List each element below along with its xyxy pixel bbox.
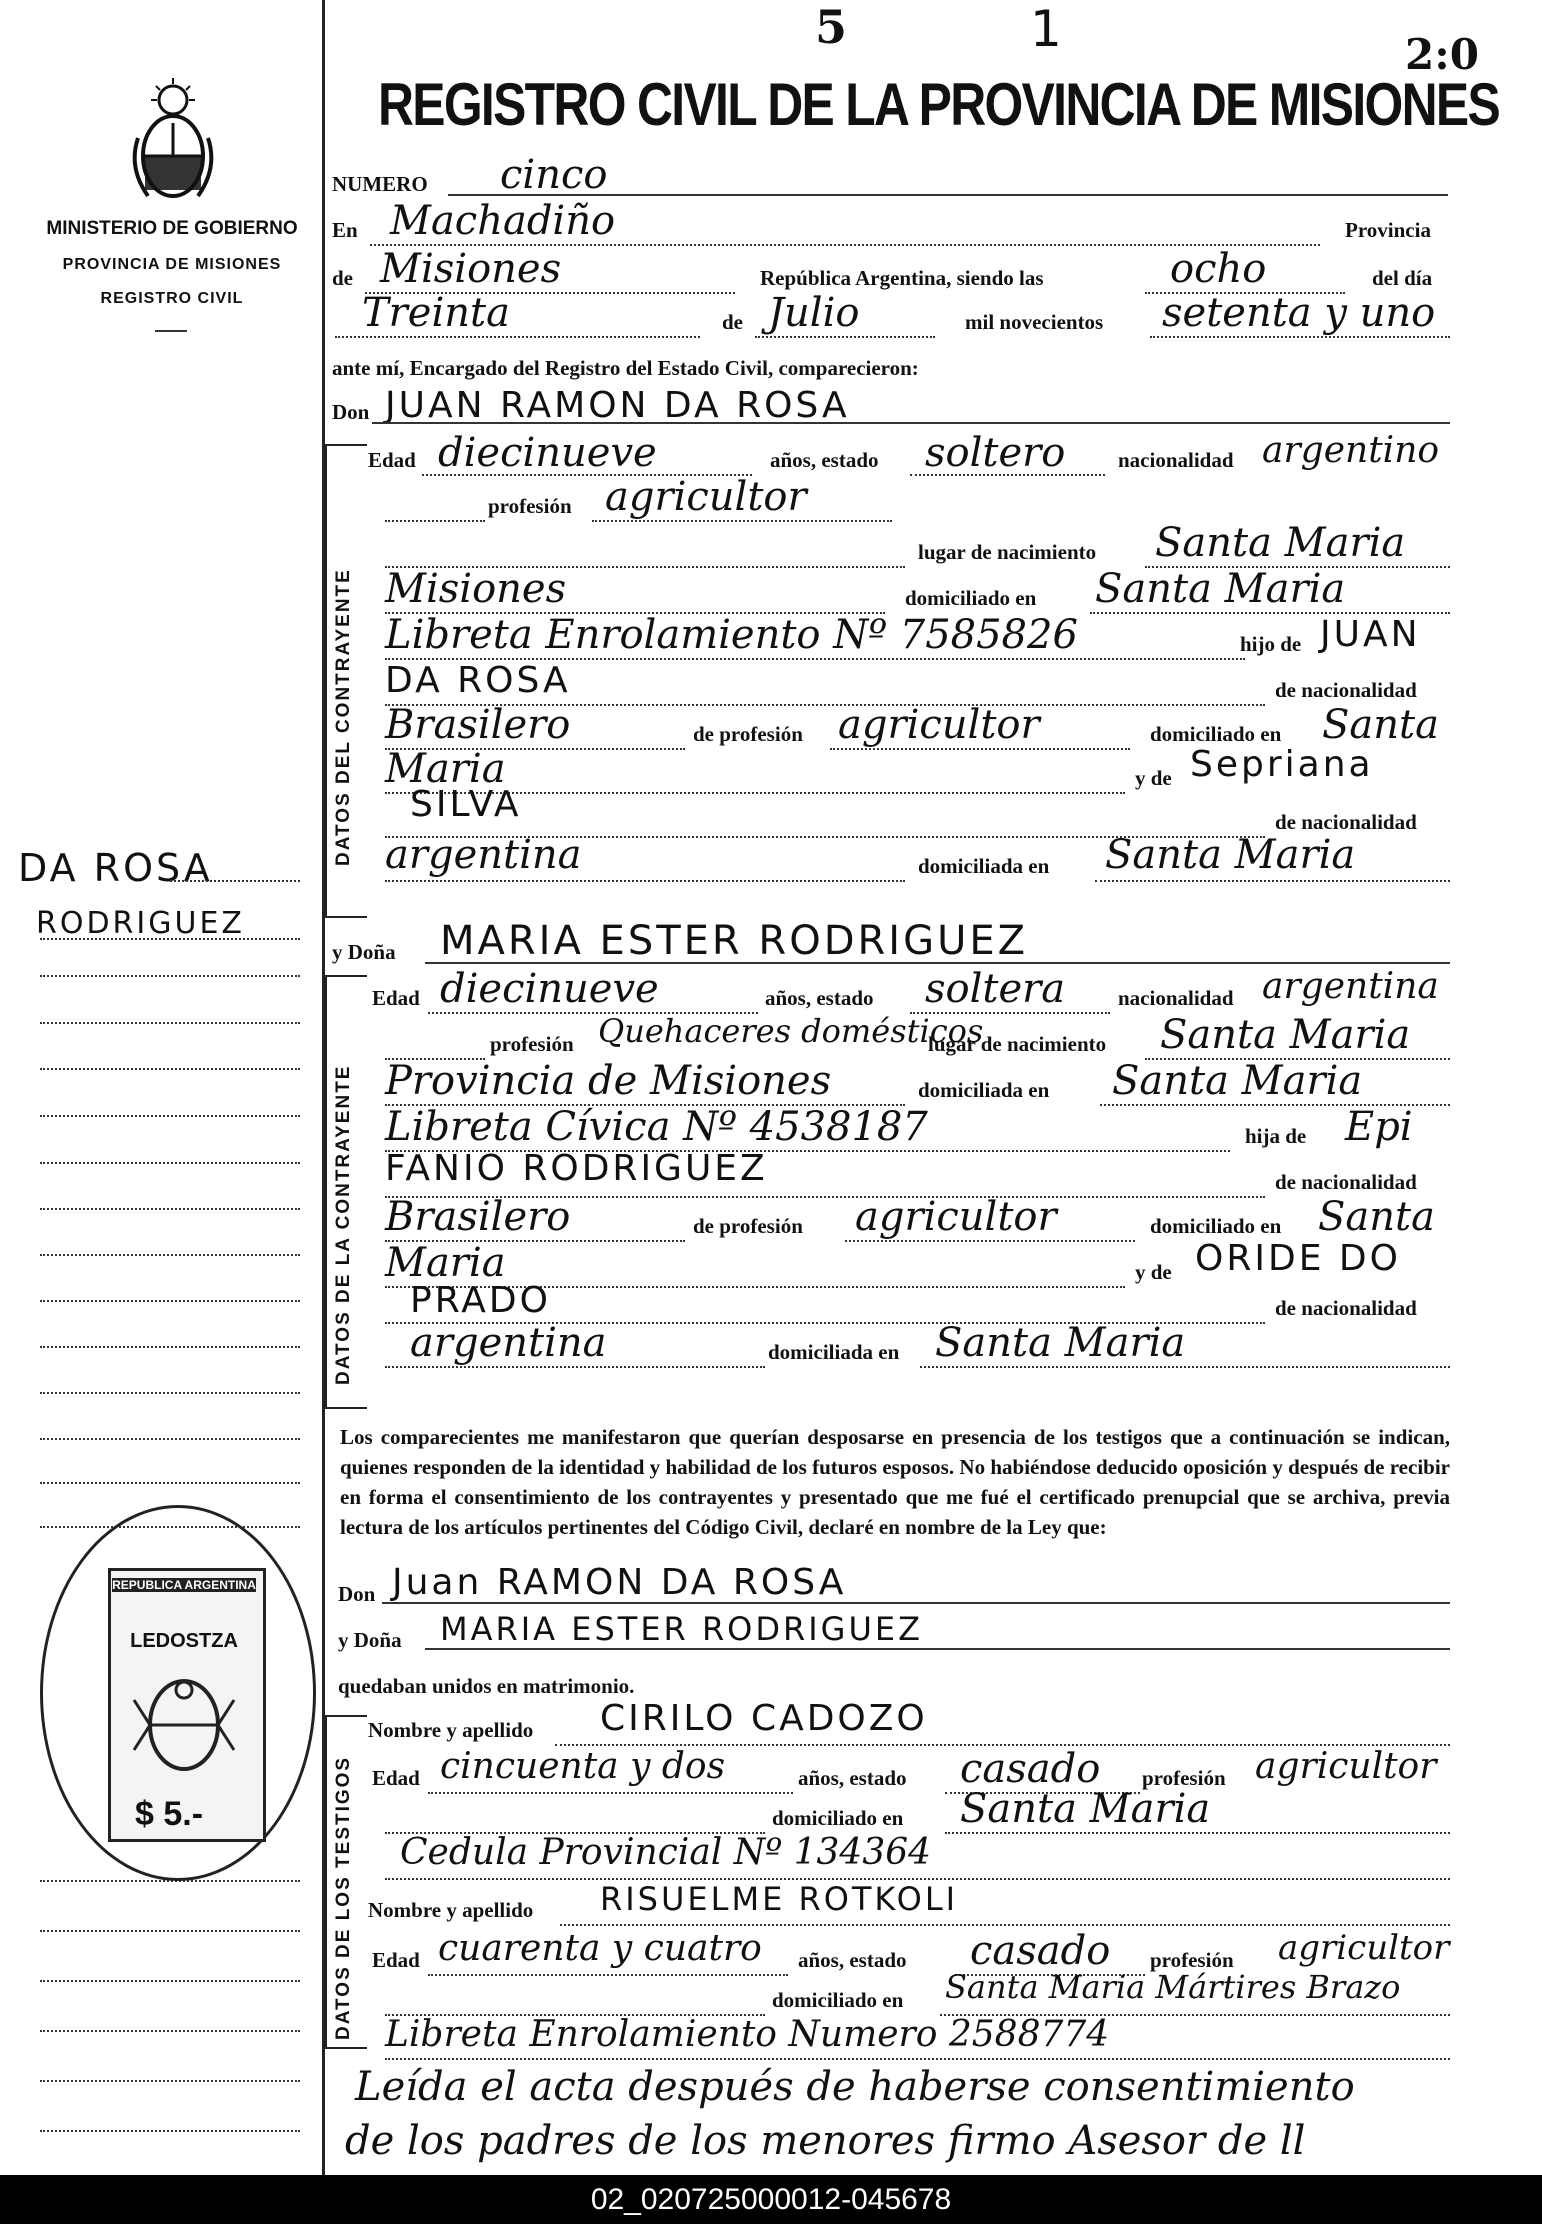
groom-madre-dom-label: domiciliada en xyxy=(918,854,1050,878)
coat-of-arms-icon xyxy=(118,78,228,208)
ante-text: ante mí, Encargado del Registro del Estado Civil, comparecieron: xyxy=(332,356,919,380)
anio-value: setenta y uno xyxy=(1162,290,1436,336)
w2-dom: Santa Maria Mártires Brazo xyxy=(945,1968,1401,2006)
decl-dona-value: MARIA ESTER RODRIGUEZ xyxy=(440,1610,924,1648)
w2-name: RISUELME ROTKOLI xyxy=(600,1880,959,1918)
w1-dom: Santa Maria xyxy=(960,1786,1211,1832)
w1-name: CIRILO CADOZO xyxy=(600,1698,928,1739)
w2-doc: Libreta Enrolamiento Numero 2588774 xyxy=(385,2014,1110,2055)
decl-don-label: Don xyxy=(338,1582,376,1606)
decl-don-value: Juan RAMON DA ROSA xyxy=(392,1562,847,1603)
groom-doc: Libreta Enrolamiento Nº 7585826 xyxy=(385,612,1078,658)
de-label: de xyxy=(332,266,353,290)
w1-nombre-label: Nombre y apellido xyxy=(368,1718,534,1742)
groom-padre-dom-2: Maria xyxy=(385,746,506,792)
bride-profesion-label: profesión xyxy=(490,1032,574,1056)
groom-madre-2: SILVA xyxy=(410,784,522,825)
numero-label: NUMERO xyxy=(332,172,428,196)
witnesses-side-label: DATOS DE LOS TESTIGOS xyxy=(333,1755,354,2040)
bride-y-de-label: y de xyxy=(1135,1260,1172,1284)
decl-dona-label: y Doña xyxy=(338,1628,402,1652)
bride-padre-1: Epi xyxy=(1345,1104,1413,1150)
groom-edad-label: Edad xyxy=(368,448,416,472)
groom-madre-dom: Santa Maria xyxy=(1105,832,1356,878)
w2-anios-label: años, estado xyxy=(798,1948,907,1972)
groom-edad: diecinueve xyxy=(438,430,657,476)
bride-side-label: DATOS DE LA CONTRAYENTE xyxy=(333,1064,354,1385)
w1-prof: agricultor xyxy=(1255,1746,1437,1787)
w1-doc: Cedula Provincial Nº 134364 xyxy=(400,1832,932,1873)
stamp-emblem-icon xyxy=(130,1670,238,1780)
en-label: En xyxy=(332,218,358,242)
bride-nac: argentina xyxy=(1262,966,1439,1007)
groom-estado: soltero xyxy=(925,430,1066,476)
groom-nac: argentino xyxy=(1262,430,1440,471)
bride-edad-label: Edad xyxy=(372,986,420,1010)
w2-estado: casado xyxy=(970,1928,1111,1974)
groom-madre-nac: argentina xyxy=(385,832,582,878)
groom-profesion-label: profesión xyxy=(488,494,572,518)
w2-nombre-label: Nombre y apellido xyxy=(368,1898,534,1922)
groom-lugar-cont: Misiones xyxy=(385,566,567,612)
note-line-1: Leída el acta después de haberse consentimiento xyxy=(355,2064,1355,2110)
w1-anios-label: años, estado xyxy=(798,1766,907,1790)
anio-label: mil novecientos xyxy=(965,310,1104,334)
bride-madre-2: PRADO xyxy=(410,1280,551,1321)
groom-nac-label: nacionalidad xyxy=(1118,448,1234,472)
groom-don-label: Don xyxy=(332,400,370,424)
bride-madre-dom-label: domiciliada en xyxy=(768,1340,900,1364)
groom-padre-dom-label: domiciliado en xyxy=(1150,722,1282,746)
groom-lugar-label: lugar de nacimiento xyxy=(918,540,1097,564)
dia-value: Treinta xyxy=(362,290,510,336)
hora-value: ocho xyxy=(1170,246,1267,292)
groom-domicilio-label: domiciliado en xyxy=(905,586,1037,610)
bride-madre-dom: Santa Maria xyxy=(935,1320,1186,1366)
w1-edad-label: Edad xyxy=(372,1766,420,1790)
bride-de-prof-label: de profesión xyxy=(693,1214,803,1238)
union-text: quedaban unidos en matrimonio. xyxy=(338,1674,635,1698)
bride-dona-label: y Doña xyxy=(332,940,396,964)
w2-prof: agricultor xyxy=(1278,1928,1450,1968)
w2-domicilio-label: domiciliado en xyxy=(772,1988,904,2012)
bride-edad: diecinueve xyxy=(440,966,659,1012)
bride-padre-dom-1: Santa xyxy=(1318,1194,1435,1240)
note-line-2: de los padres de los menores firmo Asesor de ll xyxy=(345,2118,1306,2164)
provincia-label: Provincia xyxy=(1345,218,1431,242)
groom-hijo-label: hijo de xyxy=(1240,632,1302,656)
w1-domicilio-label: domiciliado en xyxy=(772,1806,904,1830)
mes-value: Julio xyxy=(768,290,860,336)
groom-padre-1: JUAN xyxy=(1320,614,1421,655)
w1-estado: casado xyxy=(960,1746,1101,1792)
stamp-middle-text: LEDOSTZA xyxy=(130,1630,238,1652)
republica-label: República Argentina, siendo las xyxy=(760,266,1044,290)
de-mes-label: de xyxy=(722,310,743,334)
groom-profesion: agricultor xyxy=(605,474,807,520)
bride-anios-label: años, estado xyxy=(765,986,874,1010)
groom-name: JUAN RAMON DA ROSA xyxy=(385,385,850,426)
bride-domicilio: Santa Maria xyxy=(1112,1058,1363,1104)
ministry-province: PROVINCIA DE MISIONES xyxy=(62,256,282,273)
margin-surname-1: DA ROSA xyxy=(18,846,213,890)
corner-mark-3: 2:0 xyxy=(1405,30,1479,79)
groom-de-nac-label: de nacionalidad xyxy=(1275,678,1417,702)
w2-edad: cuarenta y cuatro xyxy=(438,1928,762,1969)
bride-madre-nac: argentina xyxy=(410,1320,607,1366)
groom-padre-2: DA ROSA xyxy=(385,660,571,701)
margin-surname-2: RODRIGUEZ xyxy=(36,906,245,941)
bride-padre-prof: agricultor xyxy=(855,1194,1057,1240)
bride-de-nac-label: de nacionalidad xyxy=(1275,1170,1417,1194)
bride-name: MARIA ESTER RODRIGUEZ xyxy=(440,918,1029,964)
bride-profesion: Quehaceres domésticos xyxy=(598,1012,984,1050)
numero-value: cinco xyxy=(500,152,608,198)
w1-edad: cincuenta y dos xyxy=(440,1746,726,1787)
bride-nac-label: nacionalidad xyxy=(1118,986,1234,1010)
declaration-text: Los comparecientes me manifestaron que querían desposarse en presencia de los testigos que a continuación se indican, quienes responden de la identidad y habilidad de los futuros esposos. No habiéndose deducido oposición y después de recibir en forma el consentimiento de los contrayentes y presentado que me fué el certificado prenupcial que se archiva, previa lectura de los artículos pertinentes del Código Civil, declaré en nombre de la Ley que: xyxy=(340,1425,1450,1539)
groom-madre-nac-label: de nacionalidad xyxy=(1275,810,1417,834)
bride-lugar-label: lugar de nacimiento xyxy=(928,1032,1107,1056)
de-value: Misiones xyxy=(380,246,562,292)
bride-hija-label: hija de xyxy=(1245,1124,1307,1148)
ministry-registry: REGISTRO CIVIL xyxy=(100,290,244,307)
bride-lugar-cont: Provincia de Misiones xyxy=(385,1058,832,1104)
bride-doc: Libreta Cívica Nº 4538187 xyxy=(385,1104,928,1150)
groom-lugar: Santa Maria xyxy=(1155,520,1406,566)
footer-code: 02_020725000012-045678 xyxy=(0,2175,1542,2224)
bride-padre-nac: Brasilero xyxy=(385,1194,571,1240)
bride-domicilio-label: domiciliada en xyxy=(918,1078,1050,1102)
stamp-value: $ 5.- xyxy=(135,1795,204,1833)
page-title: REGISTRO CIVIL DE LA PROVINCIA DE MISIONES xyxy=(378,71,1500,138)
w2-profesion-label: profesión xyxy=(1150,1948,1234,1972)
corner-mark-1: 5 xyxy=(815,0,848,54)
bride-estado: soltera xyxy=(925,966,1066,1012)
bride-madre-1: ORIDE DO xyxy=(1195,1238,1401,1279)
groom-padre-dom-1: Santa xyxy=(1322,702,1439,748)
groom-y-de-label: y de xyxy=(1135,766,1172,790)
bride-lugar: Santa Maria xyxy=(1160,1012,1411,1058)
corner-mark-2: 1 xyxy=(1030,0,1062,58)
dia-label: del día xyxy=(1372,266,1433,290)
bride-padre-dom-2: Maria xyxy=(385,1240,506,1286)
ministry-name: MINISTERIO DE GOBIERNO xyxy=(46,218,298,239)
bride-madre-nac-label: de nacionalidad xyxy=(1275,1296,1417,1320)
groom-padre-nac: Brasilero xyxy=(385,702,571,748)
groom-domicilio: Santa Maria xyxy=(1095,566,1346,612)
groom-padre-prof: agricultor xyxy=(838,702,1040,748)
w1-profesion-label: profesión xyxy=(1142,1766,1226,1790)
groom-madre-1: Sepriana xyxy=(1190,744,1374,785)
bride-padre-2: FANIO RODRIGUEZ xyxy=(385,1148,768,1189)
bride-padre-dom-label: domiciliado en xyxy=(1150,1214,1282,1238)
en-value: Machadiño xyxy=(390,198,616,244)
groom-side-label: DATOS DEL CONTRAYENTE xyxy=(333,568,354,866)
groom-anios-label: años, estado xyxy=(770,448,879,472)
w2-edad-label: Edad xyxy=(372,1948,420,1972)
stamp-top-text: REPUBLICA ARGENTINA xyxy=(112,1578,256,1592)
groom-de-prof-label: de profesión xyxy=(693,722,803,746)
